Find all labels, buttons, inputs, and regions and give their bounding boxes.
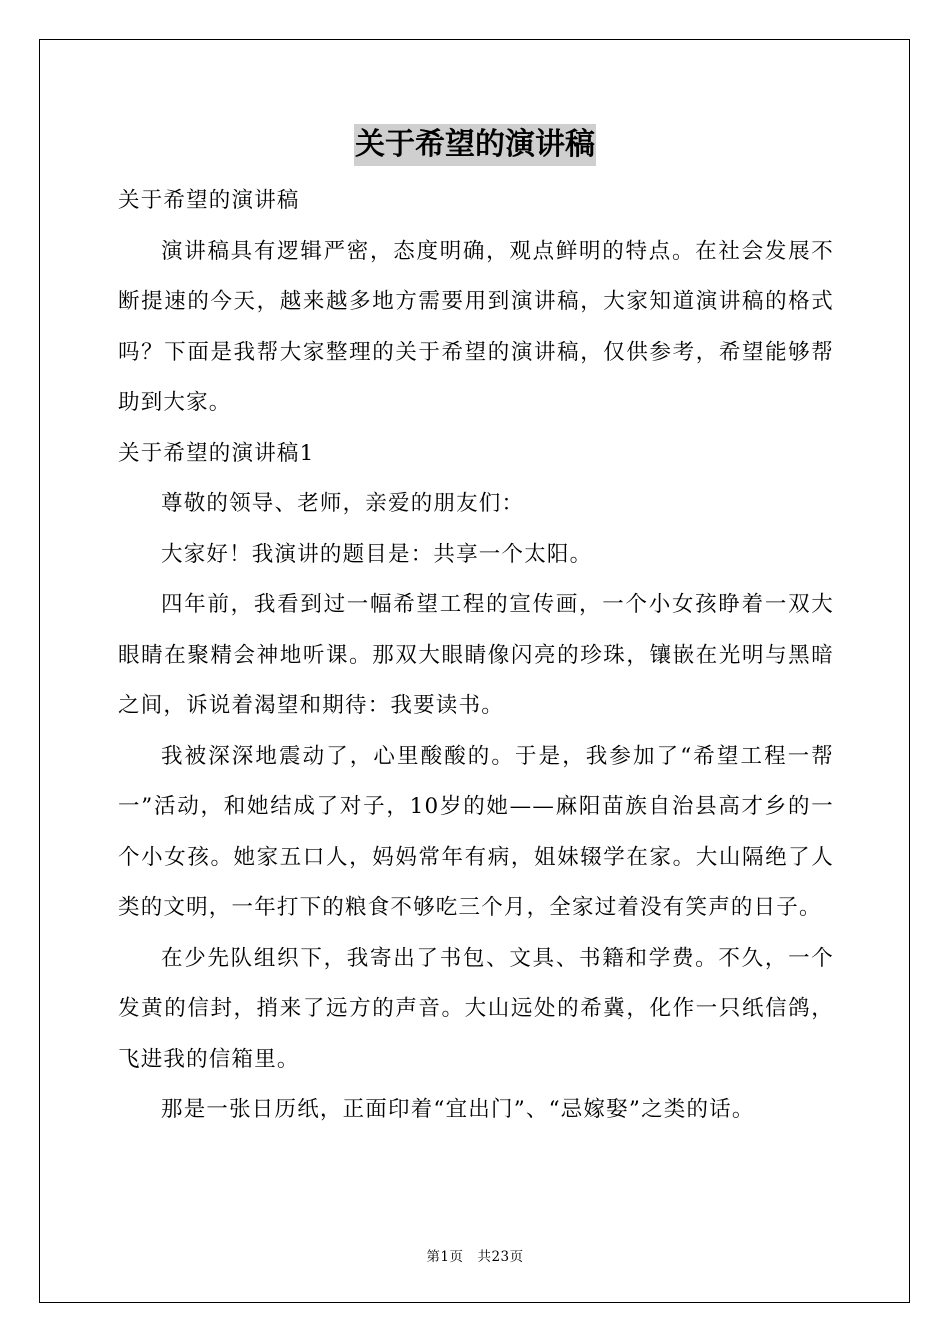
paragraph-subtitle: 关于希望的演讲稿 [118, 188, 300, 213]
page-footer [0, 1247, 950, 1267]
paragraph-greeting: 尊敬的领导、老师，亲爱的朋友们： [161, 491, 525, 516]
section-heading: 关于希望的演讲稿1 [118, 440, 315, 466]
document-title: 关于希望的演讲稿 [354, 124, 596, 166]
paragraph-body-2: 我被深深地震动了，心里酸酸的。于是，我参加了“希望工程一帮一”活动，和她结成了对子，10岁的她——麻阳苗族自治县高才乡的一个小女孩。她家五口人，妈妈常年有病，姐妹辍学在家。大山隔绝了人类的文明，一年打下的粮食不够吃三个月，全家过着没有笑声的日子。 [118, 743, 834, 920]
document-body [118, 176, 834, 1136]
title-container [0, 124, 950, 166]
paragraph-intro: 演讲稿具有逻辑严密，态度明确，观点鲜明的特点。在社会发展不断提速的今天，越来越多地方需要用到演讲稿，大家知道演讲稿的格式吗？下面是我帮大家整理的关于希望的演讲稿，仅供参考，希望能够帮助到大家。 [118, 238, 834, 415]
paragraph-topic: 大家好！我演讲的题目是：共享一个太阳。 [161, 541, 593, 567]
paragraph-body-3: 在少先队组织下，我寄出了书包、文具、书籍和学费。不久，一个发黄的信封，捎来了远方的声音。大山远处的希冀，化作一只纸信鸽，飞进我的信箱里。 [118, 945, 834, 1072]
page-number: 第1页 [426, 1249, 464, 1265]
paragraph-body-4: 那是一张日历纸，正面印着“宜出门”、“忌嫁娶”之类的话。 [161, 1097, 755, 1122]
page-total: 共23页 [477, 1249, 524, 1265]
paragraph-body-1: 四年前，我看到过一幅希望工程的宣传画，一个小女孩睁着一双大眼睛在聚精会神地听课。那双大眼睛像闪亮的珍珠，镶嵌在光明与黑暗之间，诉说着渴望和期待：我要读书。 [118, 592, 834, 718]
